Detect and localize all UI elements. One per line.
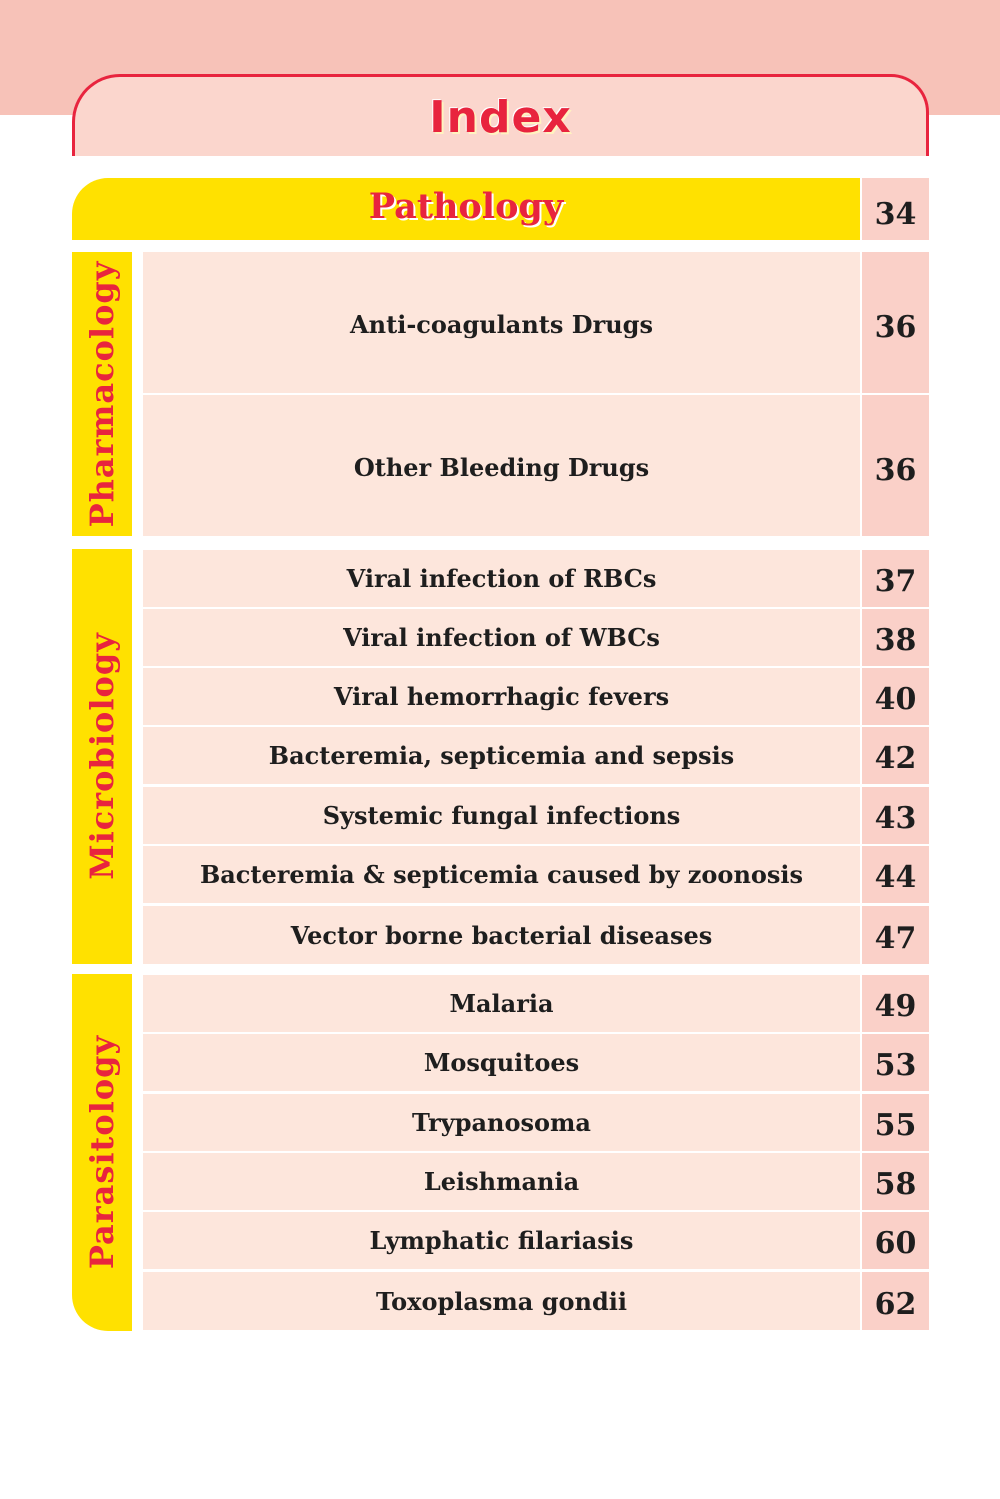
page-number: 49 [874, 989, 917, 1024]
index-row: Toxoplasma gondii [143, 1272, 860, 1330]
index-row: Malaria [143, 975, 860, 1032]
page-number: 36 [874, 453, 917, 488]
pathology-label: Pathology [368, 186, 564, 227]
section-label-parasitology: Parasitology [83, 1034, 121, 1270]
section-label-pharmacology: Pharmacology [83, 260, 121, 528]
page-number: 36 [874, 310, 917, 345]
index-row-page [862, 787, 929, 844]
page-number: 44 [874, 860, 917, 895]
index-row-page [862, 1094, 929, 1151]
index-row-page [862, 609, 929, 666]
index-row-page [862, 846, 929, 903]
page-number: 53 [874, 1048, 917, 1083]
index-row: Mosquitoes [143, 1034, 860, 1091]
page-number: 37 [874, 564, 917, 599]
pathology-page [862, 178, 929, 240]
index-row-page [862, 975, 929, 1032]
index-row-page [862, 668, 929, 725]
page-number: 62 [874, 1287, 917, 1322]
index-row: Viral infection of WBCs [143, 609, 860, 666]
index-row: Bacteremia, septicemia and sepsis [143, 727, 860, 784]
index-row-page [862, 252, 929, 393]
page-number: 34 [874, 197, 917, 232]
index-row: Vector borne bacterial diseases [143, 906, 860, 964]
index-row: Trypanosoma [143, 1094, 860, 1151]
index-row-page [862, 1034, 929, 1091]
index-row: Lymphatic filariasis [143, 1212, 860, 1269]
index-row-page [862, 1272, 929, 1330]
index-row: Leishmania [143, 1153, 860, 1210]
page-number: 47 [874, 921, 917, 956]
page-title: Index [429, 92, 572, 143]
page-number: 55 [874, 1108, 917, 1143]
index-row-page [862, 395, 929, 536]
index-row-page [862, 1153, 929, 1210]
index-row: Other Bleeding Drugs [143, 395, 860, 536]
page-number: 38 [874, 623, 917, 658]
page-number: 42 [874, 741, 917, 776]
index-row: Bacteremia & septicemia caused by zoonosis [143, 846, 860, 903]
index-row-page [862, 1212, 929, 1269]
page-number: 40 [874, 682, 917, 717]
index-row: Viral hemorrhagic fevers [143, 668, 860, 725]
index-row-page [862, 550, 929, 607]
index-row: Anti-coagulants Drugs [143, 252, 860, 393]
index-row: Viral infection of RBCs [143, 550, 860, 607]
index-row-page [862, 906, 929, 964]
page-number: 58 [874, 1167, 917, 1202]
index-row-page [862, 727, 929, 784]
index-row: Systemic fungal infections [143, 787, 860, 844]
page-number: 43 [874, 801, 917, 836]
section-label-microbiology: Microbiology [83, 632, 121, 880]
page-number: 60 [874, 1226, 917, 1261]
